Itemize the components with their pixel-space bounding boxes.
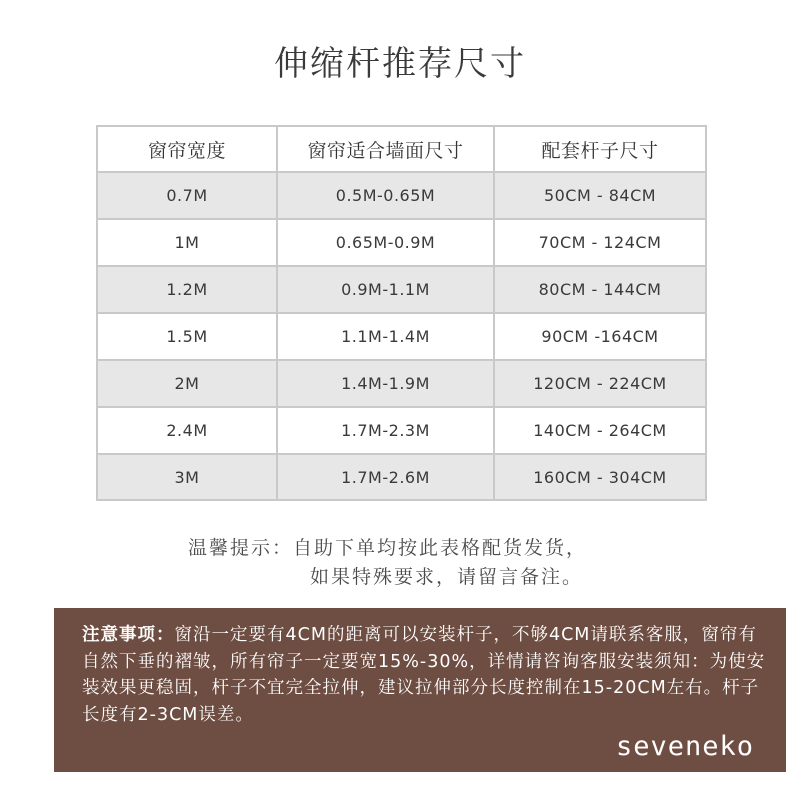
cell-rod-size: 50CM - 84CM bbox=[543, 186, 657, 205]
table-row bbox=[98, 173, 705, 220]
cell-rod-size: 80CM - 144CM bbox=[538, 280, 662, 299]
notice-label: 注意事项： bbox=[82, 625, 175, 645]
table-header-row bbox=[98, 127, 705, 173]
table-row bbox=[98, 361, 705, 408]
table-row bbox=[98, 455, 705, 499]
cell-rod-size: 140CM - 264CM bbox=[533, 421, 667, 440]
cell-wall-size: 0.65M-0.9M bbox=[278, 220, 495, 265]
brand-watermark: seveneko bbox=[615, 730, 754, 762]
cell-rod-size: 70CM - 124CM bbox=[538, 233, 662, 252]
cell-curtain-width: 3M bbox=[98, 455, 278, 499]
cell-wall-size: 0.9M-1.1M bbox=[278, 267, 495, 312]
cell-wall-size: 0.5M-0.65M bbox=[278, 173, 495, 218]
header-curtain-width: 窗帘宽度 bbox=[98, 127, 278, 171]
size-table bbox=[96, 125, 707, 501]
cell-wall-size: 1.7M-2.6M bbox=[278, 455, 495, 499]
page-title: 伸缩杆推荐尺寸 bbox=[274, 44, 526, 84]
cell-curtain-width: 2M bbox=[98, 361, 278, 406]
cell-rod-size: 90CM -164CM bbox=[541, 327, 659, 346]
header-wall-size: 窗帘适合墙面尺寸 bbox=[278, 127, 495, 171]
cell-curtain-width: 1M bbox=[98, 220, 278, 265]
cell-wall-size: 1.1M-1.4M bbox=[278, 314, 495, 359]
warm-tip-line2: 如果特殊要求，请留言备注。 bbox=[310, 566, 584, 588]
cell-rod-size: 160CM - 304CM bbox=[533, 467, 667, 487]
cell-rod-size: 120CM - 224CM bbox=[533, 374, 667, 393]
cell-curtain-width: 0.7M bbox=[98, 173, 278, 218]
cell-curtain-width: 1.2M bbox=[98, 267, 278, 312]
table-row bbox=[98, 408, 705, 455]
cell-wall-size: 1.4M-1.9M bbox=[278, 361, 495, 406]
notice-box bbox=[54, 608, 786, 772]
warm-tip-line1: 温馨提示：自助下单均按此表格配货发货， bbox=[188, 537, 588, 559]
cell-curtain-width: 1.5M bbox=[98, 314, 278, 359]
table-row bbox=[98, 220, 705, 267]
warm-tip bbox=[188, 534, 748, 592]
cell-wall-size: 1.7M-2.3M bbox=[278, 408, 495, 453]
table-row bbox=[98, 314, 705, 361]
header-rod-size: 配套杆子尺寸 bbox=[541, 139, 659, 162]
notice-text: 窗沿一定要有4CM的距离可以安装杆子，不够4CM请联系客服，窗帘有自然下垂的褶皱，所有帘子一定要宽15%-30%，详情请咨询客服安装须知：为使安装效果更稳固，杆子不宜完全拉伸，建议拉伸部分长度控制在15-20CM左右。杆子长度有2-3CM误差。 bbox=[82, 625, 766, 725]
cell-curtain-width: 2.4M bbox=[98, 408, 278, 453]
table-row bbox=[98, 267, 705, 314]
